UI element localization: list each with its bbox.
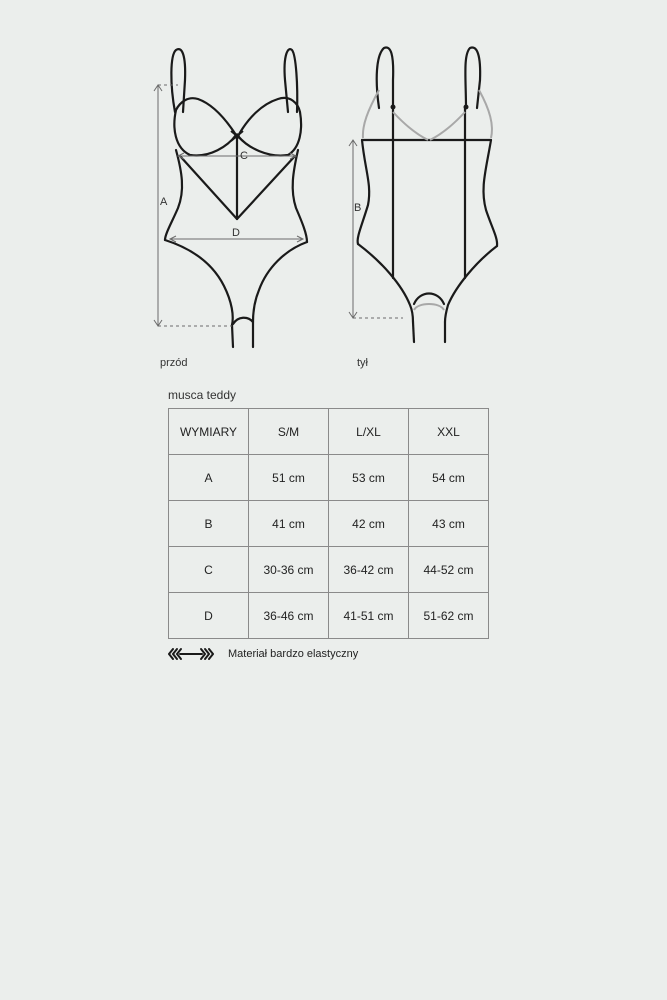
front-dimension-lines <box>154 85 303 326</box>
table-header-cell: XXL <box>409 409 489 455</box>
table-cell: 43 cm <box>409 501 489 547</box>
table-row <box>169 547 489 593</box>
table-cell: 51-62 cm <box>409 593 489 639</box>
front-view-label: przód <box>160 357 188 369</box>
measure-label-a: A <box>160 196 168 208</box>
elastic-stretch-icon <box>168 647 214 661</box>
table-cell: 41-51 cm <box>329 593 409 639</box>
table-row <box>169 455 489 501</box>
table-cell: 53 cm <box>329 455 409 501</box>
front-garment-outline <box>165 49 307 347</box>
table-cell: 44-52 cm <box>409 547 489 593</box>
table-header-cell: WYMIARY <box>169 409 249 455</box>
back-mesh-outline <box>363 90 492 310</box>
table-header-cell: L/XL <box>329 409 409 455</box>
table-cell: C <box>169 547 249 593</box>
table-header-row <box>169 409 489 455</box>
table-cell: 54 cm <box>409 455 489 501</box>
table-cell: 51 cm <box>249 455 329 501</box>
table-cell: D <box>169 593 249 639</box>
table-cell: A <box>169 455 249 501</box>
table-row <box>169 593 489 639</box>
table-cell: 36-42 cm <box>329 547 409 593</box>
size-table <box>168 408 489 639</box>
table-cell: 42 cm <box>329 501 409 547</box>
product-name: musca teddy <box>168 388 237 402</box>
back-dimension-lines <box>349 140 403 318</box>
measure-label-c: C <box>240 150 248 162</box>
table-cell: 36-46 cm <box>249 593 329 639</box>
elastic-note-text: Materiał bardzo elastyczny <box>228 648 359 660</box>
measure-label-b: B <box>354 202 362 214</box>
table-row <box>169 501 489 547</box>
elastic-note <box>168 646 358 662</box>
table-cell: 30-36 cm <box>249 547 329 593</box>
table-cell: B <box>169 501 249 547</box>
measure-label-d: D <box>232 227 240 239</box>
table-cell: 41 cm <box>249 501 329 547</box>
back-view-label: tył <box>357 357 368 369</box>
size-diagram <box>0 0 667 380</box>
table-header-cell: S/M <box>249 409 329 455</box>
strap-rings <box>391 105 469 110</box>
